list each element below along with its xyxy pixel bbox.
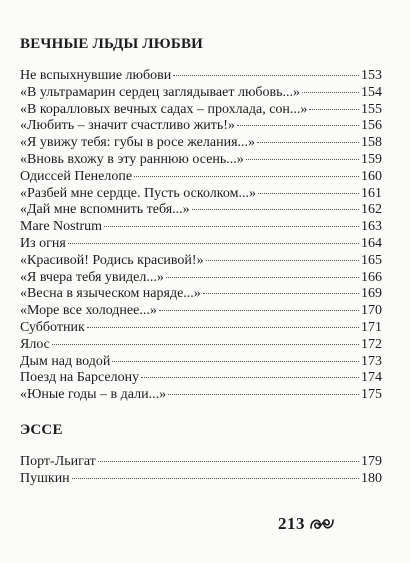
toc-entry-title: Одиссей Пенелопе [20,168,133,184]
dotted-leader [302,92,359,93]
toc-entry-title: Дым над водой [20,353,111,369]
toc-entry-title: «Я вчера тебя увидел...» [20,269,164,285]
toc-entry-page: 158 [361,135,382,151]
toc-entry [20,303,382,320]
toc-entry [20,270,382,287]
toc-entry [20,454,382,471]
toc-entry [20,85,382,102]
dotted-leader [98,461,359,462]
toc-entry-title: Порт-Льигат [20,454,96,469]
toc-entry [20,102,382,119]
toc-entry-page: 155 [361,101,382,117]
toc-entry-title: «Дай мне вспомнить тебя...» [20,202,190,218]
dotted-leader [112,361,359,362]
toc-entry-title: «Юные годы – в дали...» [20,387,167,403]
toc-entry-title: Ялос [20,336,50,352]
toc-entry [20,253,382,270]
toc-entry-page: 163 [361,219,382,235]
page-number: 213 [278,514,305,533]
toc-entry-page: 175 [361,387,382,403]
dotted-leader [141,377,359,378]
toc-entry-page: 164 [361,235,382,251]
toc-entry-title: Пушкин [20,470,70,486]
toc-entry-page: 173 [361,353,382,369]
dotted-leader [72,478,359,479]
toc-entry [20,236,382,253]
dotted-leader [246,159,359,160]
toc-entry-page: 174 [361,370,382,386]
toc-entry-title: «Море все холоднее...» [20,303,157,319]
section-title-love: ВЕЧНЫЕ ЛЬДЫ ЛЮБВИ [20,36,204,52]
toc-entry-title: Поезд на Барселону [20,370,140,386]
toc-entry-title: «Разбей мне сердце. Пусть осколком...» [20,185,256,201]
toc-entry-title: Mare Nostrum [20,219,103,235]
toc-entry-title: «Вновь вхожу в эту раннюю осень...» [20,151,244,167]
dotted-leader [173,75,359,76]
toc-entry [20,354,382,371]
dotted-leader [52,344,359,345]
toc-entry [20,202,382,219]
dotted-leader [203,293,359,294]
dotted-leader [192,209,359,210]
toc-entry-title: «Я увижу тебя: губы в росе желания...» [20,135,256,151]
table-of-contents-page [20,0,382,563]
toc-entry-page: 179 [361,454,382,469]
toc-entry-title: «В ультрамарин сердец заглядывает любовь...» [20,84,301,100]
toc-entry [20,219,382,236]
toc-entry-page: 171 [361,319,382,335]
dotted-leader [87,327,359,328]
toc-entry-title: Субботник [20,319,85,335]
toc-entry-title: Не вспыхнувшие любови [20,68,172,83]
toc-entry-page: 169 [361,286,382,302]
toc-entry-page: 162 [361,202,382,218]
toc-entry-page: 180 [361,470,382,486]
dotted-leader [166,277,359,278]
toc-entry [20,118,382,135]
toc-entry-page: 154 [361,84,382,100]
toc-entry-title: Из огня [20,235,66,251]
toc-entry-page: 165 [361,252,382,268]
toc-entry [20,169,382,186]
toc-entry [20,186,382,203]
toc-entry-page: 172 [361,336,382,352]
toc-entry [20,387,382,404]
toc-entry [20,320,382,337]
toc-list-love [20,68,382,404]
toc-entry [20,286,382,303]
toc-entry [20,68,382,85]
dotted-leader [257,142,359,143]
dotted-leader [104,226,359,227]
toc-entry-page: 153 [361,68,382,83]
dotted-leader [258,193,359,194]
toc-entry-page: 161 [361,185,382,201]
scroll-ornament-icon [309,515,335,533]
dotted-leader [206,260,359,261]
dotted-leader [159,310,359,311]
page-footer [278,514,335,534]
toc-entry [20,152,382,169]
toc-entry-page: 166 [361,269,382,285]
dotted-leader [68,243,359,244]
toc-entry [20,135,382,152]
dotted-leader [134,176,359,177]
section-title-essays: ЭССЕ [20,422,63,438]
toc-entry-page: 170 [361,303,382,319]
toc-entry [20,337,382,354]
toc-entry-page: 160 [361,168,382,184]
toc-entry-title: «В коралловых вечных садах – прохлада, сон...» [20,101,308,117]
toc-entry-title: «Красивой! Родись красивой!» [20,252,204,268]
toc-entry [20,370,382,387]
dotted-leader [168,394,359,395]
dotted-leader [237,125,359,126]
toc-entry-title: «Любить – значит счастливо жить!» [20,118,235,134]
toc-entry-page: 156 [361,118,382,134]
toc-entry-page: 159 [361,151,382,167]
toc-entry-title: «Весна в языческом наряде...» [20,286,201,302]
toc-entry [20,471,382,488]
dotted-leader [309,109,359,110]
toc-list-essays [20,454,382,488]
